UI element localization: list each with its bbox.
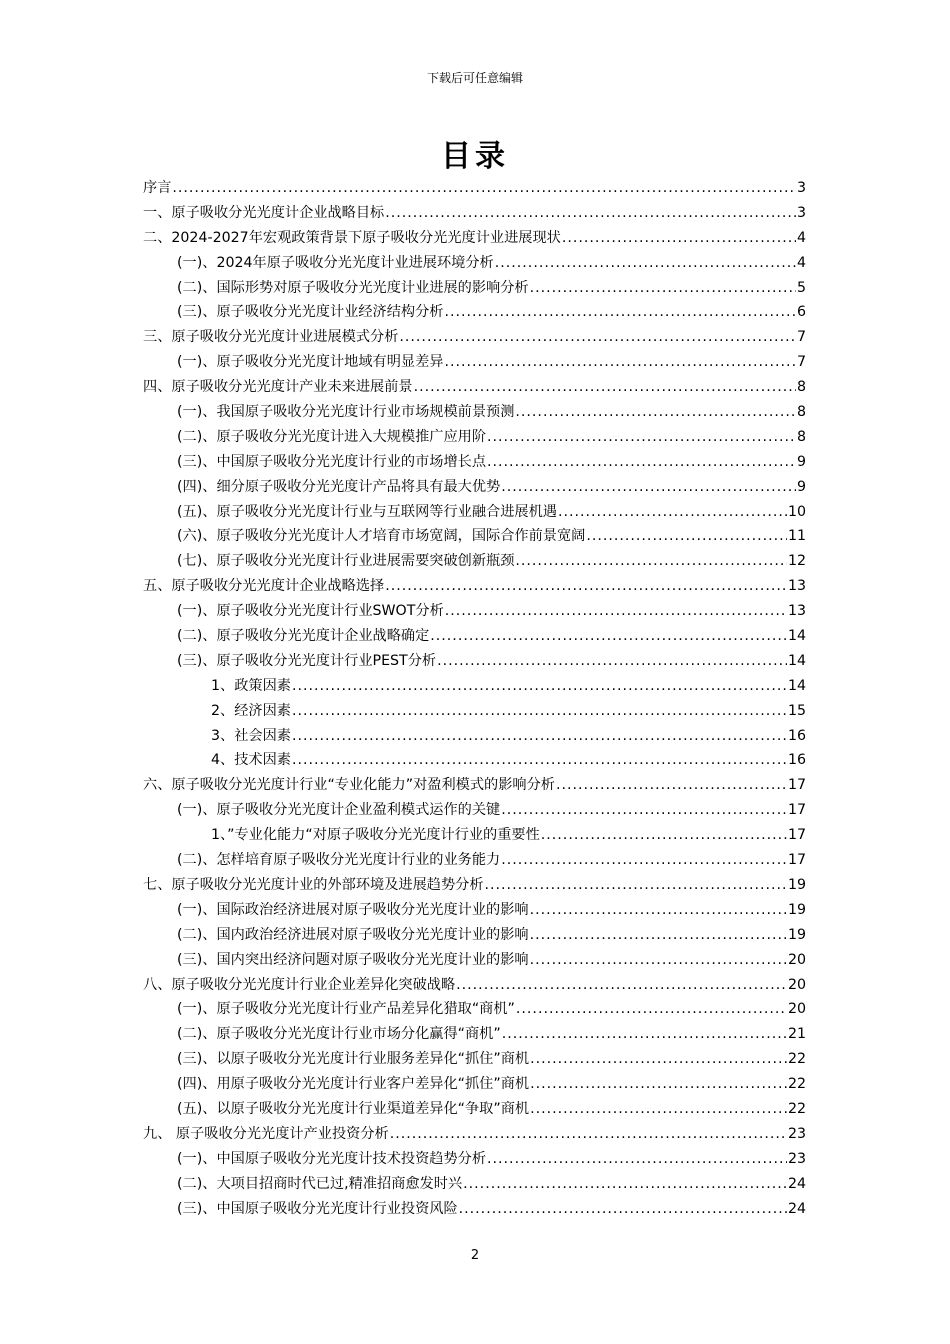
toc-page-number: 23 bbox=[787, 1125, 806, 1142]
toc-entry[interactable] bbox=[143, 624, 806, 649]
toc-entry-text: 1、政策因素 bbox=[211, 677, 291, 694]
dot-leader bbox=[530, 1097, 787, 1122]
dot-leader bbox=[414, 375, 796, 400]
toc-entry[interactable] bbox=[143, 773, 806, 798]
toc-page-number: 8 bbox=[796, 379, 806, 396]
toc-entry-text: (二)、原子吸收分光光度计进入大规模推广应用阶 bbox=[177, 428, 487, 445]
dot-leader bbox=[515, 400, 796, 425]
toc-entry[interactable] bbox=[143, 1147, 806, 1172]
toc-entry[interactable] bbox=[143, 1047, 806, 1072]
dot-leader bbox=[485, 873, 787, 898]
dot-leader bbox=[487, 450, 796, 475]
dot-leader bbox=[530, 276, 796, 301]
toc-entry-text: (二)、怎样培育原子吸收分光光度计行业的业务能力 bbox=[177, 852, 501, 869]
toc-entry-text: 九、 原子吸收分光光度计产业投资分析 bbox=[143, 1125, 389, 1142]
toc-entry[interactable] bbox=[143, 325, 806, 350]
toc-entry[interactable] bbox=[143, 898, 806, 923]
dot-leader bbox=[530, 1047, 787, 1072]
toc-entry[interactable] bbox=[143, 649, 806, 674]
page-number: 2 bbox=[470, 1248, 480, 1263]
dot-leader bbox=[385, 201, 796, 226]
toc-entry[interactable] bbox=[143, 699, 806, 724]
toc-entry[interactable] bbox=[143, 176, 806, 201]
toc-page-number: 17 bbox=[787, 852, 806, 869]
toc-page-number: 13 bbox=[787, 578, 806, 595]
toc-entry-text: (一)、中国原子吸收分光光度计技术投资趋势分析 bbox=[177, 1150, 487, 1167]
toc-entry-text: (二)、大项目招商时代已过,精准招商愈发时兴 bbox=[177, 1175, 463, 1192]
toc-page-number: 19 bbox=[787, 926, 806, 943]
table-of-contents bbox=[143, 176, 806, 1221]
toc-entry-text: 二、2024-2027年宏观政策背景下原子吸收分光光度计业进展现状 bbox=[143, 229, 561, 246]
toc-entry-text: (七)、原子吸收分光光度计行业进展需要突破创新瓶颈 bbox=[177, 553, 515, 570]
toc-title: 目录 bbox=[441, 139, 509, 174]
toc-entry-text: (二)、国际形势对原子吸收分光光度计业进展的影响分析 bbox=[177, 279, 529, 296]
toc-entry-text: (一)、国际政治经济进展对原子吸收分光光度计业的影响 bbox=[177, 901, 529, 918]
toc-entry[interactable] bbox=[143, 350, 806, 375]
dot-leader bbox=[172, 176, 796, 201]
toc-entry-text: (三)、原子吸收分光光度计行业PEST分析 bbox=[177, 652, 437, 669]
dot-leader bbox=[385, 574, 787, 599]
toc-entry[interactable] bbox=[143, 300, 806, 325]
dot-leader bbox=[437, 649, 787, 674]
toc-entry-text: 三、原子吸收分光光度计业进展模式分析 bbox=[143, 329, 399, 346]
toc-page-number: 22 bbox=[787, 1100, 806, 1117]
toc-entry-text: 七、原子吸收分光光度计业的外部环境及进展趋势分析 bbox=[143, 876, 484, 893]
toc-page-number: 14 bbox=[787, 677, 806, 694]
toc-page-number: 11 bbox=[787, 528, 806, 545]
toc-entry-text: 1、”专业化能力“对原子吸收分光光度计行业的重要性 bbox=[211, 827, 540, 844]
toc-entry[interactable] bbox=[143, 226, 806, 251]
toc-page-number: 16 bbox=[787, 752, 806, 769]
toc-entry-text: (五)、原子吸收分光光度计行业与互联网等行业融合进展机遇 bbox=[177, 503, 557, 520]
toc-entry[interactable] bbox=[143, 1097, 806, 1122]
toc-page-number: 8 bbox=[796, 404, 806, 421]
toc-page-number: 19 bbox=[787, 901, 806, 918]
dot-leader bbox=[292, 699, 787, 724]
toc-entry[interactable] bbox=[143, 400, 806, 425]
toc-page-number: 17 bbox=[787, 827, 806, 844]
dot-leader bbox=[495, 251, 796, 276]
toc-entry-text: (一)、原子吸收分光光度计企业盈利模式运作的关键 bbox=[177, 802, 501, 819]
toc-page-number: 19 bbox=[787, 876, 806, 893]
dot-leader bbox=[292, 724, 787, 749]
dot-leader bbox=[456, 973, 787, 998]
dot-leader bbox=[562, 226, 796, 251]
dot-leader bbox=[292, 674, 787, 699]
dot-leader bbox=[292, 748, 787, 773]
toc-page-number: 5 bbox=[796, 279, 806, 296]
toc-entry[interactable] bbox=[143, 724, 806, 749]
toc-page-number: 24 bbox=[787, 1200, 806, 1217]
toc-entry[interactable] bbox=[143, 276, 806, 301]
toc-page-number: 17 bbox=[787, 777, 806, 794]
toc-page-number: 10 bbox=[787, 503, 806, 520]
dot-leader bbox=[530, 948, 787, 973]
toc-entry[interactable] bbox=[143, 450, 806, 475]
toc-entry-text: 六、原子吸收分光光度计行业“专业化能力”对盈利模式的影响分析 bbox=[143, 777, 555, 794]
toc-entry[interactable] bbox=[143, 1072, 806, 1097]
toc-page-number: 9 bbox=[796, 453, 806, 470]
toc-entry-text: 八、原子吸收分光光度计行业企业差异化突破战略 bbox=[143, 976, 456, 993]
toc-page-number: 22 bbox=[787, 1051, 806, 1068]
toc-page-number: 22 bbox=[787, 1076, 806, 1093]
dot-leader bbox=[487, 1147, 787, 1172]
toc-entry[interactable] bbox=[143, 524, 806, 549]
toc-entry-text: (三)、原子吸收分光光度计业经济结构分析 bbox=[177, 304, 444, 321]
dot-leader bbox=[430, 624, 787, 649]
toc-entry-text: (六)、原子吸收分光光度计人才培育市场宽阔，国际合作前景宽阔 bbox=[177, 528, 586, 545]
toc-page-number: 14 bbox=[787, 628, 806, 645]
toc-page-number: 3 bbox=[796, 204, 806, 221]
toc-entry-text: (一)、原子吸收分光光度计行业SWOT分析 bbox=[177, 603, 444, 620]
toc-entry[interactable] bbox=[143, 823, 806, 848]
toc-page-number: 20 bbox=[787, 1001, 806, 1018]
dot-leader bbox=[516, 997, 787, 1022]
toc-entry-text: 4、技术因素 bbox=[211, 752, 291, 769]
toc-entry-text: (五)、以原子吸收分光光度计行业渠道差异化“争取”商机 bbox=[177, 1100, 530, 1117]
toc-entry[interactable] bbox=[143, 375, 806, 400]
toc-entry-text: 一、原子吸收分光光度计企业战略目标 bbox=[143, 204, 385, 221]
toc-entry[interactable] bbox=[143, 873, 806, 898]
toc-entry[interactable] bbox=[143, 923, 806, 948]
dot-leader bbox=[501, 798, 787, 823]
toc-entry[interactable] bbox=[143, 549, 806, 574]
toc-entry[interactable] bbox=[143, 425, 806, 450]
toc-page-number: 20 bbox=[787, 951, 806, 968]
toc-page-number: 12 bbox=[787, 553, 806, 570]
toc-entry[interactable] bbox=[143, 748, 806, 773]
dot-leader bbox=[445, 599, 787, 624]
toc-entry-text: (四)、用原子吸收分光光度计行业客户差异化“抓住”商机 bbox=[177, 1076, 530, 1093]
toc-page-number: 6 bbox=[796, 304, 806, 321]
toc-entry-text: (三)、以原子吸收分光光度计行业服务差异化“抓住”商机 bbox=[177, 1051, 530, 1068]
toc-page-number: 8 bbox=[796, 428, 806, 445]
toc-entry[interactable] bbox=[143, 1172, 806, 1197]
toc-entry[interactable] bbox=[143, 1022, 806, 1047]
toc-entry[interactable] bbox=[143, 201, 806, 226]
toc-page-number: 4 bbox=[796, 254, 806, 271]
dot-leader bbox=[556, 773, 787, 798]
toc-entry[interactable] bbox=[143, 674, 806, 699]
toc-entry[interactable] bbox=[143, 1122, 806, 1147]
toc-entry[interactable] bbox=[143, 574, 806, 599]
toc-entry-text: (三)、中国原子吸收分光光度计行业投资风险 bbox=[177, 1200, 458, 1217]
toc-entry[interactable] bbox=[143, 997, 806, 1022]
toc-page-number: 17 bbox=[787, 802, 806, 819]
dot-leader bbox=[530, 1072, 787, 1097]
toc-entry-text: (三)、中国原子吸收分光光度计行业的市场增长点 bbox=[177, 453, 487, 470]
dot-leader bbox=[444, 300, 796, 325]
dot-leader bbox=[530, 923, 787, 948]
toc-page-number: 9 bbox=[796, 478, 806, 495]
toc-entry-text: 序言 bbox=[143, 180, 172, 196]
toc-entry[interactable] bbox=[143, 500, 806, 525]
dot-leader bbox=[515, 549, 787, 574]
toc-entry[interactable] bbox=[143, 475, 806, 500]
toc-page-number: 4 bbox=[796, 229, 806, 246]
toc-entry[interactable] bbox=[143, 973, 806, 998]
toc-page-number: 21 bbox=[787, 1026, 806, 1043]
toc-page-number: 15 bbox=[787, 702, 806, 719]
toc-entry[interactable] bbox=[143, 1197, 806, 1222]
toc-entry[interactable] bbox=[143, 251, 806, 276]
dot-leader bbox=[501, 848, 787, 873]
dot-leader bbox=[463, 1172, 787, 1197]
toc-entry-text: (一)、原子吸收分光光度计地域有明显差异 bbox=[177, 354, 444, 371]
toc-entry[interactable] bbox=[143, 948, 806, 973]
toc-entry-text: 3、社会因素 bbox=[211, 727, 291, 744]
toc-entry-text: (一)、2024年原子吸收分光光度计业进展环境分析 bbox=[177, 254, 494, 271]
toc-page-number: 16 bbox=[787, 727, 806, 744]
dot-leader bbox=[502, 1022, 787, 1047]
toc-page-number: 7 bbox=[796, 354, 806, 371]
dot-leader bbox=[390, 1122, 787, 1147]
toc-entry-text: (四)、细分原子吸收分光光度计产品将具有最大优势 bbox=[177, 478, 501, 495]
toc-page-number: 7 bbox=[796, 329, 806, 346]
header-note: 下载后可任意编辑 bbox=[426, 71, 523, 85]
toc-entry-text: 五、原子吸收分光光度计企业战略选择 bbox=[143, 578, 385, 595]
dot-leader bbox=[399, 325, 796, 350]
dot-leader bbox=[487, 425, 796, 450]
toc-page-number: 13 bbox=[787, 603, 806, 620]
toc-page-number: 14 bbox=[787, 652, 806, 669]
toc-entry-text: 四、原子吸收分光光度计产业未来进展前景 bbox=[143, 379, 413, 396]
toc-entry[interactable] bbox=[143, 848, 806, 873]
toc-entry[interactable] bbox=[143, 798, 806, 823]
toc-page-number: 3 bbox=[796, 180, 806, 196]
toc-entry-text: (二)、原子吸收分光光度计行业市场分化赢得“商机” bbox=[177, 1026, 501, 1043]
dot-leader bbox=[459, 1197, 787, 1222]
toc-entry-text: 2、经济因素 bbox=[211, 702, 291, 719]
toc-entry-text: (一)、原子吸收分光光度计行业产品差异化猎取“商机” bbox=[177, 1001, 515, 1018]
toc-page-number: 24 bbox=[787, 1175, 806, 1192]
toc-page-number: 20 bbox=[787, 976, 806, 993]
dot-leader bbox=[541, 823, 787, 848]
dot-leader bbox=[530, 898, 787, 923]
dot-leader bbox=[586, 524, 787, 549]
toc-entry[interactable] bbox=[143, 599, 806, 624]
dot-leader bbox=[501, 475, 796, 500]
toc-page-number: 23 bbox=[787, 1150, 806, 1167]
toc-entry-text: (二)、原子吸收分光光度计企业战略确定 bbox=[177, 628, 430, 645]
toc-entry-text: (二)、国内政治经济进展对原子吸收分光光度计业的影响 bbox=[177, 926, 529, 943]
dot-leader bbox=[444, 350, 796, 375]
toc-entry-text: (一)、我国原子吸收分光光度计行业市场规模前景预测 bbox=[177, 404, 515, 421]
dot-leader bbox=[558, 500, 787, 525]
toc-entry-text: (三)、国内突出经济问题对原子吸收分光光度计业的影响 bbox=[177, 951, 529, 968]
